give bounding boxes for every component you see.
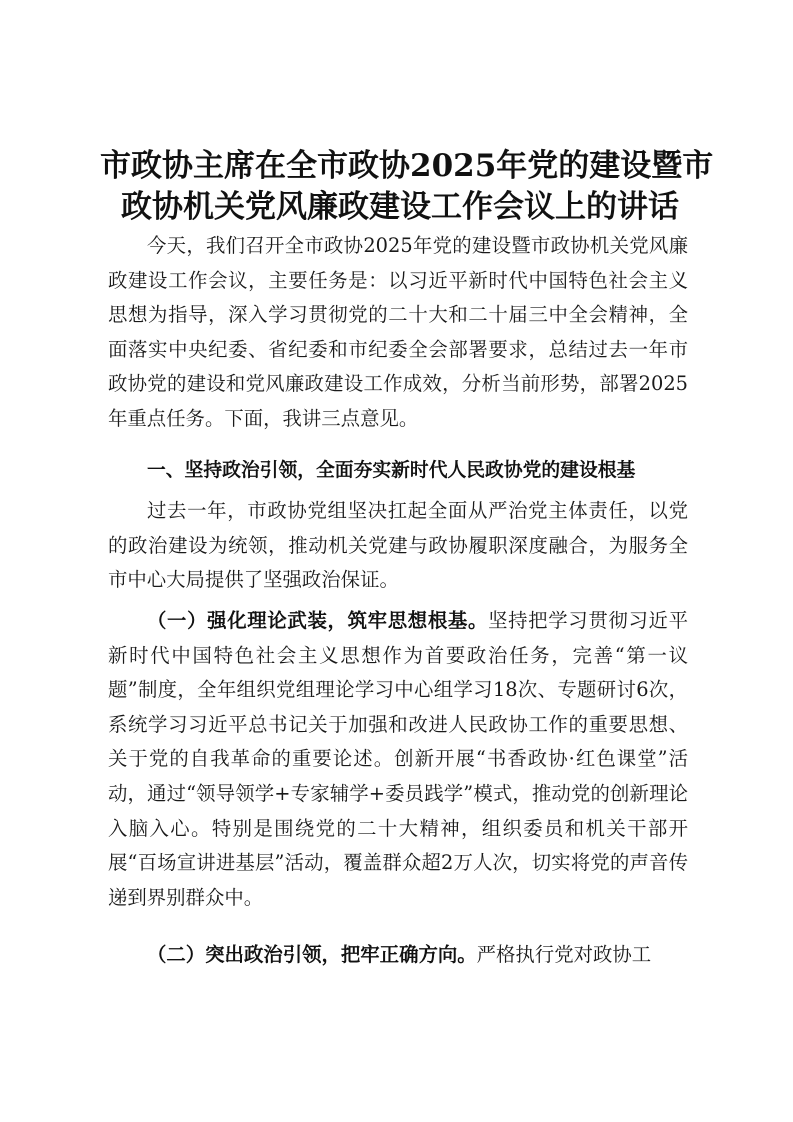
subsection-1-body: 坚持把学习贯彻习近平新时代中国特色社会主义思想作为首要政治任务，完善“第一议题”制度，全年组织党组理论学习中心组学习18次、专题研讨6次，系统学习习近平总书记关于加强和改进人民政协工作的重要思想、关于党的自我革命的重要论述。创新开展“书香政协·红色课堂”活动，通过“领导领学+专家辅学+委员践学”模式，推动党的创新理论入脑入心。特别是围绕党的二十大精神，组织委员和机关干部开展“百场宣讲进基层”活动，覆盖群众超2万人次，切实将党的声音传递到界别群众中。 (108, 609, 689, 909)
document-title-line-1: 市政协主席在全市政协2025年党的建设暨市 (100, 148, 714, 184)
subsection-2-lead: （二）突出政治引领，把牢正确方向。 (147, 943, 477, 966)
subsection-1-lead: （一）强化理论武装，筑牢思想根基。 (147, 609, 489, 632)
section-heading-1: 一、坚持政治引领，全面夯实新时代人民政协党的建设根基 (147, 460, 636, 481)
section-intro-paragraph: 过去一年，市政协党组坚决扛起全面从严治党主体责任，以党的政治建设为统领，推动机关党建与政协履职深度融合，为服务全市中心大局提供了坚强政治保证。 (108, 499, 688, 592)
subsection-2-body: 严格执行党对政协工 (476, 943, 652, 966)
subsection-2-paragraph (108, 938, 688, 973)
document-title-line-2: 政协机关党风廉政建设工作会议上的讲话 (121, 189, 679, 225)
opening-paragraph: 今天，我们召开全市政协2025年党的建设暨市政协机关党风廉政建设工作会议，主要任务是：以习近平新时代中国特色社会主义思想为指导，深入学习贯彻党的二十大和二十届三中全会精神，全面落实中央纪委、省纪委和市纪委全会部署要求，总结过去一年市政协党的建设和党风廉政建设工作成效，分析当前形势，部署2025年重点任务。下面，我讲三点意见。 (108, 234, 688, 430)
subsection-1-paragraph (108, 604, 688, 915)
